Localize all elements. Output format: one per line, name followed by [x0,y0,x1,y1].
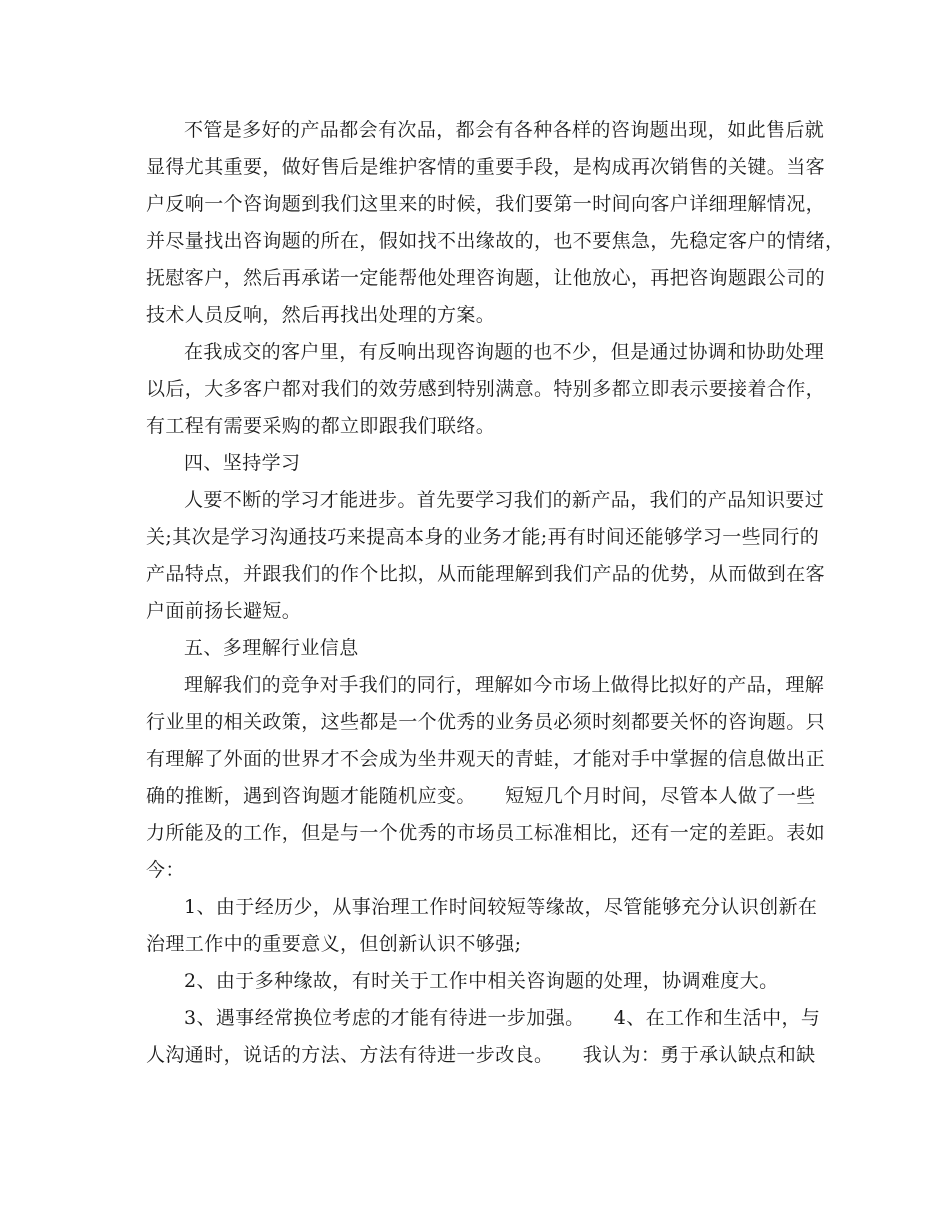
paragraph-line: 人沟通时，说话的方法、方法有待进一步改良。 我认为：勇于承认缺点和缺 [146,1044,816,1066]
paragraph-line: 以后，大多客户都对我们的效劳感到特别满意。特别多都立即表示要接着合作， [146,378,826,400]
list-item-line: 3、遇事经常换位考虑的才能有待进一步加强。 4、在工作和生活中，与 [184,1007,821,1029]
list-item-line: 1、由于经历少，从事治理工作时间较短等缘故，尽管能够充分认识创新在 [184,896,818,918]
paragraph-line: 户反响一个咨询题到我们这里来的时候，我们要第一时间向客户详细理解情况， [146,193,826,215]
paragraph-line: 不管是多好的产品都会有次品，都会有各种各样的咨询题出现，如此售后就 [184,119,825,141]
paragraph-line: 理解我们的竞争对手我们的同行，理解如今市场上做得比拟好的产品，理解 [184,674,825,696]
paragraph-line: 在我成交的客户里，有反响出现咨询题的也不少，但是通过协调和协助处理 [184,341,825,363]
paragraph-line: 有工程有需要采购的都立即跟我们联络。 [146,415,496,437]
paragraph-line: 有理解了外面的世界才不会成为坐井观天的青蛙，才能对手中掌握的信息做出正 [146,748,826,770]
list-item-line: 治理工作中的重要意义，但创新认识不够强; [146,933,522,955]
paragraph-line: 抚慰客户，然后再承诺一定能帮他处理咨询题，让他放心，再把咨询题跟公司的 [146,267,826,289]
paragraph-line: 人要不断的学习才能进步。首先要学习我们的新产品，我们的产品知识要过 [184,489,825,511]
paragraph-line: 户面前扬长避短。 [146,600,302,622]
list-item-line: 2、由于多种缘故，有时关于工作中相关咨询题的处理，协调难度大。 [184,970,779,992]
paragraph-line: 今： [146,859,185,881]
paragraph-line: 并尽量找出咨询题的所在，假如找不出缘故的，也不要焦急，先稳定客户的情绪， [146,230,845,252]
paragraph-line: 技术人员反响，然后再找出处理的方案。 [146,304,496,326]
section-heading: 四、坚持学习 [184,452,301,474]
paragraph-line: 关;其次是学习沟通技巧来提高本身的业务才能;再有时间还能够学习一些同行的 [146,526,820,548]
paragraph-line: 确的推断，遇到咨询题才能随机应变。 短短几个月时间，尽管本人做了一些 [146,785,816,807]
paragraph-line: 行业里的相关政策，这些都是一个优秀的业务员必须时刻都要关怀的咨询题。只 [146,711,826,733]
section-heading: 五、多理解行业信息 [184,637,359,659]
paragraph-line: 力所能及的工作，但是与一个优秀的市场员工标准相比，还有一定的差距。表如 [146,822,826,844]
paragraph-line: 显得尤其重要，做好售后是维护客情的重要手段，是构成再次销售的关键。当客 [146,156,826,178]
paragraph-line: 产品特点，并跟我们的作个比拟，从而能理解到我们产品的优势，从而做到在客 [146,563,826,585]
